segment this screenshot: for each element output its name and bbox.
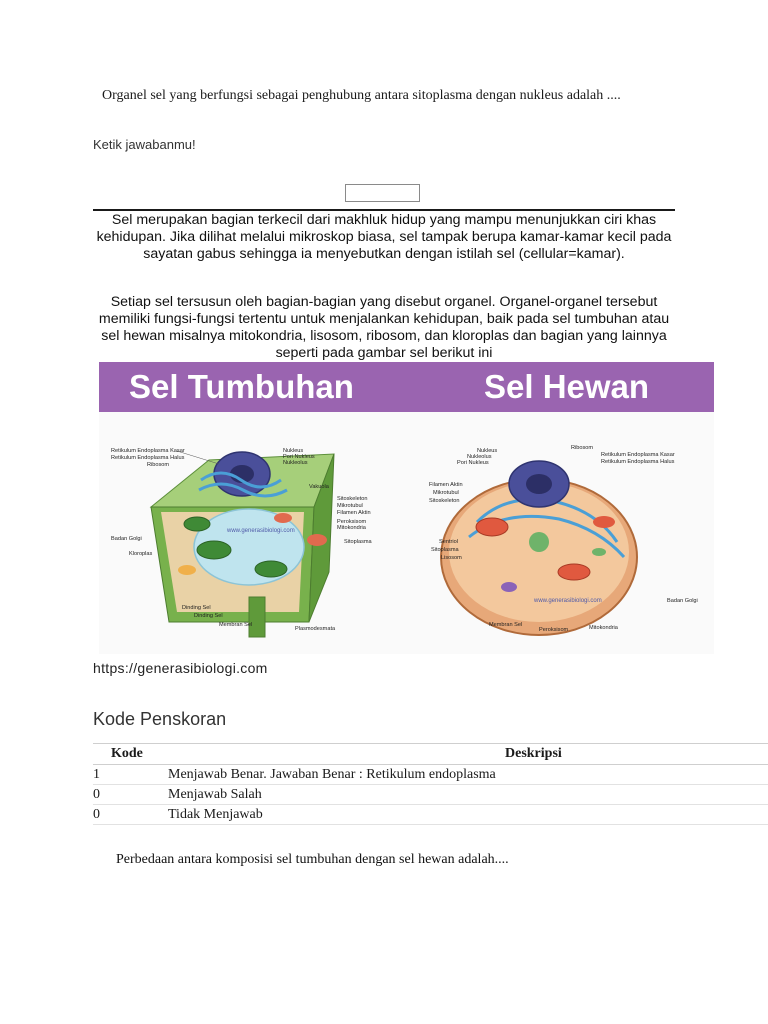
label-plant-nukleolus: Nukleolus [283, 460, 308, 466]
plant-watermark: www.generasibiologi.com [227, 528, 295, 534]
label-animal-nukleus: Nukleus [477, 448, 498, 454]
label-animal-filamen: Filamen Aktin [429, 482, 463, 488]
label-plant-kloroplas: Kloroplas [129, 551, 153, 557]
label-plant-vakuola: Vakuola [309, 484, 329, 490]
plant-cell-illustration [151, 452, 334, 637]
label-plant-ribosom: Ribosom [147, 462, 170, 468]
scoring-table [93, 743, 768, 825]
label-animal-sitoskeleton: Sitoskeleton [429, 498, 460, 504]
row-description: Menjawab Benar. Jawaban Benar : Retikulum endoplasma [168, 767, 496, 782]
label-animal-sitoplasma: Sitoplasma [431, 547, 459, 553]
answer-hint: Ketik jawabanmu! [93, 137, 196, 152]
label-animal-ret-kasar: Retikulum Endoplasma Kasar [601, 452, 675, 458]
source-link[interactable]: https://generasibiologi.com [93, 660, 268, 676]
label-animal-mikrotubul: Mikrotubul [433, 490, 459, 496]
label-plant-pori: Pori Nukleus [283, 454, 315, 460]
label-plant-sitoskeleton: Sitoskeleton [337, 496, 368, 502]
answer-input[interactable] [345, 184, 420, 202]
label-animal-sentriol: Sentriol [439, 539, 458, 545]
row-code: 0 [93, 787, 100, 802]
label-plant-filamen: Filamen Aktin [337, 510, 371, 516]
figure-banner [99, 362, 714, 412]
label-animal-mitokondria: Mitokondria [589, 625, 618, 631]
paragraph-cell-definition: Sel merupakan bagian terkecil dari makhluk hidup yang mampu menunjukkan ciri khas kehidupan. Jika dilihat melalui mikroskop biasa, sel tampak berupa kamar-kamar kecil pada sayatan gabus sehingga ia menyebutkan dengan istilah sel (cellular=kamar). [96, 212, 672, 262]
title-animal-cell: Sel Hewan [484, 368, 650, 405]
cell-diagram-figure [99, 362, 714, 654]
label-animal-lisosom: Lisosom [441, 555, 462, 561]
row-code: 0 [93, 807, 100, 822]
label-plant-dinding-1: Dinding Sel [182, 605, 211, 611]
scoring-table-header [93, 743, 768, 765]
paragraph-organelles: Setiap sel tersusun oleh bagian-bagian yang disebut organel. Organel-organel tersebut memiliki fungsi-fungsi tertentu untuk menjalankan kehidupan, baik pada sel tumbuhan atau sel hewan misalnya mitokondria, lisosom, ribosom, dan kloroplas dan bagian yang lainnya seperti pada gambar sel berikut ini [98, 294, 670, 361]
label-animal-nukleolus: Nukleolus [467, 454, 492, 460]
table-row [93, 785, 768, 805]
scoring-heading: Kode Penskoran [93, 709, 227, 729]
label-plant-mitokondria: Mitokondria [337, 525, 366, 531]
label-animal-golgi: Badan Golgi [667, 598, 698, 604]
cell-diagrams [99, 412, 714, 654]
table-row [93, 765, 768, 785]
label-plant-membran: Membran Sel [219, 622, 253, 628]
table-row [93, 805, 768, 825]
label-animal-ribosom: Ribosom [571, 445, 594, 451]
label-plant-plasmodesmata: Plasmodesmata [295, 626, 336, 632]
label-plant-dinding-2: Dinding Sel [194, 613, 223, 619]
label-plant-ret-halus: Retikulum Endoplasma Halus [111, 455, 185, 461]
header-description: Deskripsi [505, 746, 562, 761]
label-plant-nukleus: Nukleus [283, 448, 304, 454]
question-1-text: Organel sel yang berfungsi sebagai penghubung antara sitoplasma dengan nukleus adalah .... [102, 88, 621, 103]
divider [93, 209, 675, 211]
title-plant-cell: Sel Tumbuhan [129, 368, 354, 405]
animal-watermark: www.generasibiologi.com [534, 598, 602, 604]
label-plant-sitoplasma: Sitoplasma [344, 539, 372, 545]
row-description: Tidak Menjawab [168, 807, 263, 822]
label-animal-ret-halus: Retikulum Endoplasma Halus [601, 459, 675, 465]
label-animal-pori: Pori Nukleus [457, 460, 489, 466]
header-code: Kode [111, 746, 143, 761]
label-plant-golgi: Badan Golgi [111, 536, 142, 542]
label-plant-peroksisom: Peroksisom [337, 519, 367, 525]
label-plant-mikrotubul: Mikrotubul [337, 503, 363, 509]
row-description: Menjawab Salah [168, 787, 262, 802]
label-plant-ret-kasar: Retikulum Endoplasma Kasar [111, 448, 185, 454]
animal-cell-illustration [441, 461, 637, 635]
row-code: 1 [93, 767, 100, 782]
label-animal-peroksisom: Peroksisom [539, 627, 569, 633]
label-animal-membran: Membran Sel [489, 622, 523, 628]
question-2-text: Perbedaan antara komposisi sel tumbuhan dengan sel hewan adalah.... [116, 852, 509, 867]
